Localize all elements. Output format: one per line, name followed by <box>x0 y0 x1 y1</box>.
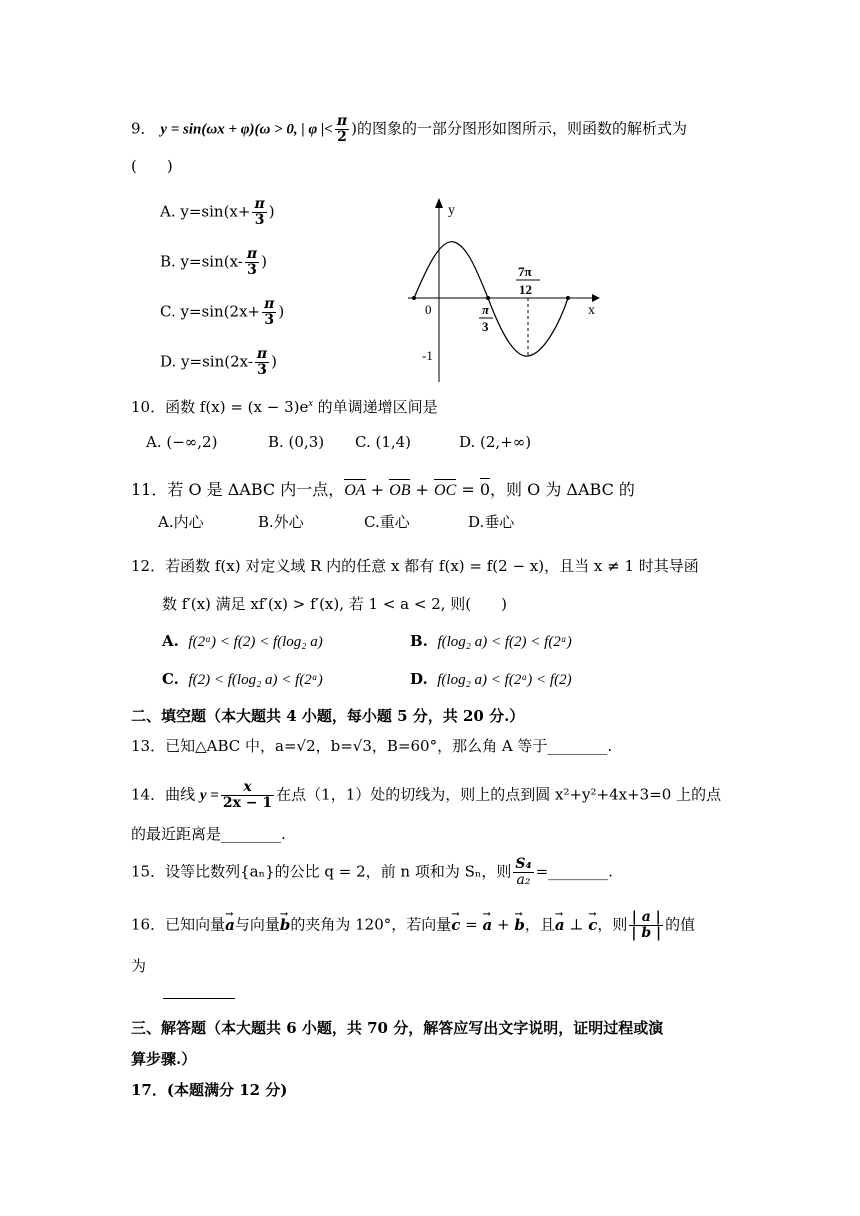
q10-sup: x <box>308 398 313 409</box>
q9-option-b-post: ) <box>261 252 267 271</box>
q10-stem <box>131 394 438 417</box>
q9-option-a-frac <box>252 197 266 228</box>
origin-label: 0 <box>425 302 432 317</box>
q12-d-label: D. <box>410 670 428 688</box>
q11-pre: 11．若 O 是 ΔABC 内一点， <box>131 480 345 499</box>
q16-perp: ⊥ <box>564 915 589 934</box>
q12-c-text: f(2) < f(log₂ a) < f(2ᵃ) <box>188 672 323 688</box>
vector-a-2: → a <box>483 915 493 935</box>
y-axis-arrow <box>435 198 443 208</box>
q12-c-label: C. <box>162 670 179 688</box>
q10-text: 10．函数 f(x) = (x − 3)e <box>131 398 309 416</box>
q9-d-den: 3 <box>257 362 267 378</box>
q11-option-a: A.内心 <box>158 513 204 531</box>
vector-a: → a <box>225 915 235 935</box>
q14-pre: 14．曲线 <box>131 785 196 804</box>
q9-c-den: 3 <box>264 312 275 328</box>
q16-line1 <box>131 910 695 941</box>
q12-line1: 12．若函数 f(x) 对定义域 R 内的任意 x 都有 f(x) = f(2 − x)，且当 x ≠ 1 时其导函 <box>131 557 699 575</box>
q12-option-c <box>162 669 323 690</box>
q11-plus2: + <box>410 480 435 499</box>
q10-option-a: A. (−∞,2) <box>146 433 218 451</box>
vector-c-2: → c <box>588 915 597 935</box>
section-3-heading-line1: 三、解答题（本大题共 6 小题，共 70 分，解答应写出文字说明，证明过程或演 <box>131 1019 664 1037</box>
vector-a-3: → a <box>555 915 565 935</box>
q16-frac-den: | b | <box>631 925 662 941</box>
q9-option-d-frac <box>255 347 269 378</box>
q9-frac-den: 2 <box>337 129 347 145</box>
q12-b-label: B. <box>410 632 428 650</box>
sine-curve <box>414 242 568 356</box>
q9-stem <box>131 114 687 145</box>
q9-option-b <box>160 247 267 278</box>
q14-line1 <box>131 780 721 811</box>
vector-oa: OA <box>344 482 366 499</box>
q17-heading: 17．(本题满分 12 分) <box>131 1081 288 1099</box>
curve-end-point <box>566 296 570 300</box>
q15-pre: 15．设等比数列{aₙ}的公比 q = 2，前 n 项和为 Sₙ，则 <box>131 862 512 881</box>
q9-option-d-pre: D. y=sin(2x- <box>160 352 253 371</box>
q9-formula: y = sin(ωx + φ)(ω > 0, | φ |< <box>160 121 333 138</box>
q14-den: 2x − 1 <box>222 795 273 811</box>
q15 <box>131 857 613 888</box>
tick-7pi-12-num: 7π <box>518 264 532 279</box>
q11-option-c: C.重心 <box>364 513 410 531</box>
vector-ob: OB <box>389 482 411 499</box>
q16-answer-blank <box>163 998 235 999</box>
q11-stem <box>131 480 635 501</box>
q9-option-c-post: ) <box>278 302 285 321</box>
q9-option-a-pre: A. y=sin(x+ <box>160 202 251 221</box>
x-axis-label: x <box>588 303 595 318</box>
q9-tail: )的图象的一部分图形如图所示，则函数的解析式为 <box>351 119 687 138</box>
q10-tail: 的单调递增区间是 <box>312 398 438 416</box>
q11-eq: = <box>456 480 480 499</box>
curve-start-point <box>412 296 416 300</box>
q9-option-b-pre: B. y=sin(x- <box>160 252 243 271</box>
q11-tail: ，则 O 为 ΔABC 的 <box>490 480 635 499</box>
q12-option-d <box>410 669 572 690</box>
q15-den: a₂ <box>516 872 531 888</box>
tick-pi-3-num: π <box>482 302 490 317</box>
min-value-label: -1 <box>422 348 433 363</box>
q16-frac-num: | a | <box>629 910 663 926</box>
q9-option-b-frac <box>245 247 259 278</box>
vector-b: → b <box>280 915 291 935</box>
q10-option-b: B. (0,3) <box>268 433 325 451</box>
q9-sine-graph <box>400 190 630 390</box>
q11-plus1: + <box>365 480 390 499</box>
q9-option-a-post: ) <box>268 202 275 221</box>
q11-option-b: B.外心 <box>258 513 304 531</box>
q9-option-c-pre: C. y=sin(2x+ <box>160 302 261 321</box>
vector-oc: OC <box>434 482 457 499</box>
q9-option-d <box>160 347 277 378</box>
q16-line2: 为 <box>131 957 147 975</box>
q9-option-c <box>160 297 284 328</box>
q14-frac <box>221 780 274 811</box>
vector-c: → c <box>451 915 460 935</box>
q9-paren: ( ) <box>131 157 173 175</box>
q9-a-den: 3 <box>254 212 265 228</box>
q9-number: 9． <box>131 119 156 138</box>
q9-frac-num: π <box>336 113 348 129</box>
q15-frac <box>513 857 533 888</box>
q14-line2: 的最近距离是________. <box>131 825 286 843</box>
q9-d-num: π <box>256 346 268 362</box>
q9-a-num: π <box>254 196 265 212</box>
q12-a-text: f(2ᵃ) < f(2) < f(log₂ a) <box>188 634 323 650</box>
q14-num: x <box>221 780 274 796</box>
vector-b-2: → b <box>514 915 525 935</box>
q16-plus: + <box>492 915 515 934</box>
q14-y: y = <box>199 787 219 804</box>
q12-d-text: f(log₂ a) < f(2ᵃ) < f(2) <box>437 672 572 688</box>
section-2-heading: 二、填空题（本大题共 4 小题，每小题 5 分，共 20 分.） <box>131 707 525 725</box>
y-axis-label: y <box>448 203 455 218</box>
q12-a-label: A. <box>162 632 179 650</box>
q10-option-c: C. (1,4) <box>355 433 412 451</box>
q16-pre: 16．已知向量 <box>131 915 226 934</box>
tick-pi-3-den: 3 <box>482 319 489 334</box>
tick-7pi-12-den: 12 <box>519 282 532 297</box>
q14-tail: 在点（1，1）处的切线为，则上的点到圆 x²+y²+4x+3=0 上的点 <box>276 785 722 804</box>
q16-mid2: 的夹角为 120°，若向量 <box>290 915 452 934</box>
q12-option-a <box>162 631 323 652</box>
q16-eq: = <box>460 915 483 934</box>
q9-option-d-post: ) <box>271 352 277 371</box>
q9-b-den: 3 <box>247 262 257 278</box>
q15-tail: =________. <box>535 862 613 881</box>
q9-c-num: π <box>264 296 275 312</box>
x-axis-arrow <box>592 294 600 302</box>
zero-vector: 0 <box>479 480 491 499</box>
q13: 13．已知△ABC 中，a=√2，b=√3，B=60°，那么角 A 等于________. <box>131 737 613 755</box>
section-3-heading-line2: 算步骤.） <box>131 1050 197 1068</box>
q11-option-d: D.垂心 <box>468 513 515 531</box>
curve-zero-point <box>486 296 490 300</box>
q16-mid1: 与向量 <box>234 915 280 934</box>
q16-frac <box>629 910 663 941</box>
q16-mid3: ，且 <box>524 915 555 934</box>
q9-option-c-frac <box>262 297 276 328</box>
q15-num: S₄ <box>515 856 532 872</box>
q12-b-text: f(log₂ a) < f(2) < f(2ᵃ) <box>437 634 572 650</box>
q9-pi-over-2 <box>335 114 349 145</box>
q9-option-a <box>160 197 275 228</box>
q10-option-d: D. (2,+∞) <box>459 433 532 451</box>
q9-b-num: π <box>246 246 258 262</box>
q16-mid4: ，则 <box>597 915 628 934</box>
q12-option-b <box>410 631 572 652</box>
q16-tail: 的值 <box>665 915 696 934</box>
q12-line2: 数 f′(x) 满足 xf′(x) > f′(x), 若 1 < a < 2, 则( ) <box>162 595 508 613</box>
